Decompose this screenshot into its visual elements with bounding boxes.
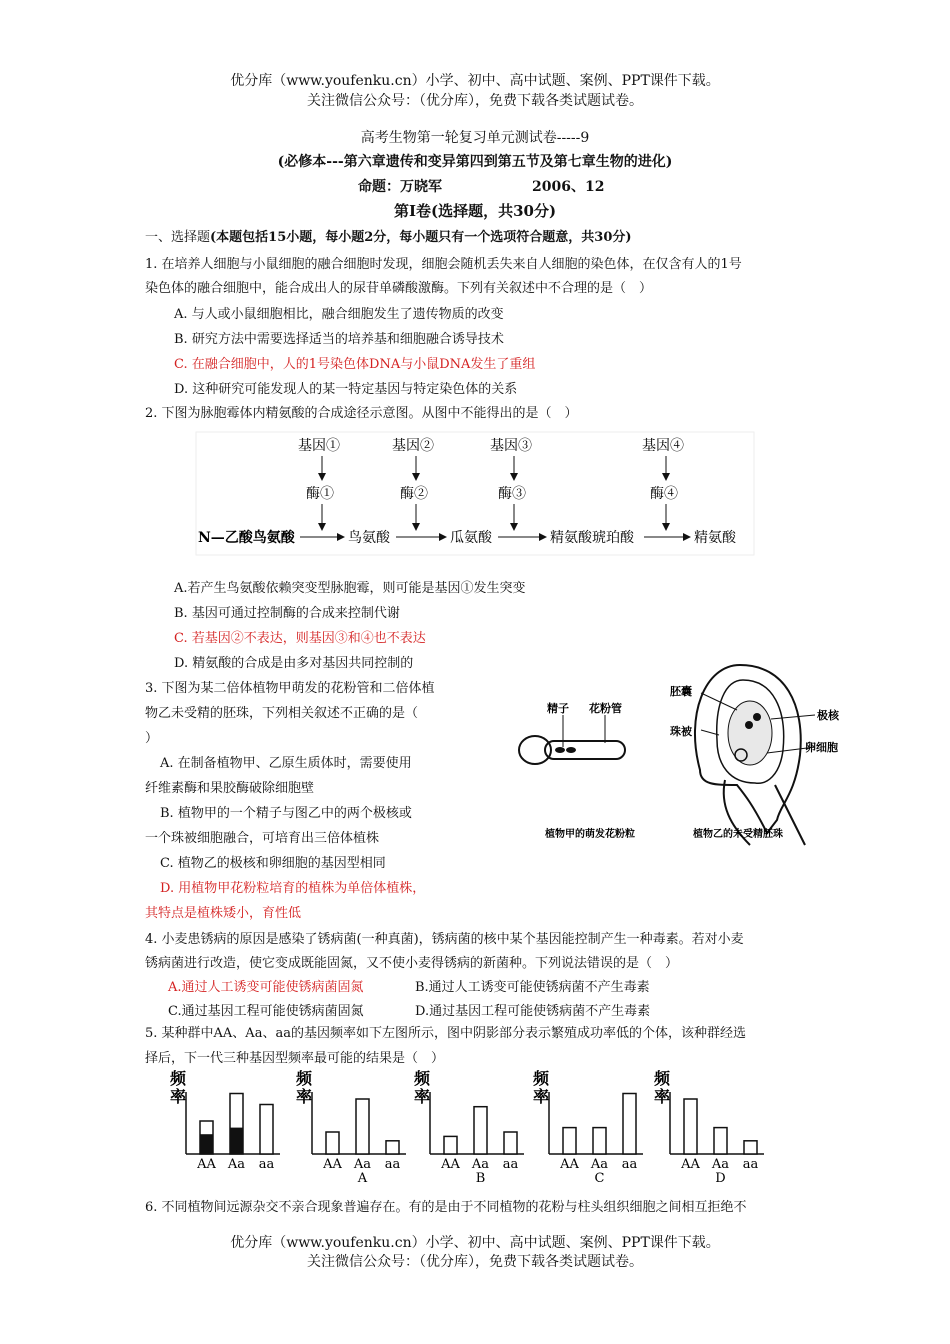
q3-stem-3: ） (145, 731, 159, 746)
chart-4-ylabel: 频 (654, 1069, 671, 1088)
chart-3-tick-Aa: Aa (590, 1157, 609, 1172)
chart-3-option-label: C (594, 1171, 605, 1186)
substance-arginine: 精氨酸 (694, 530, 736, 546)
polar-nuclei-label: 极核 (817, 709, 839, 722)
chart-4-option-label: D (715, 1171, 726, 1186)
chart-2-ylabel: 频 (414, 1069, 431, 1088)
q1-option-b: B. 研究方法中需要选择适当的培养基和细胞融合诱导技术 (174, 332, 504, 347)
chart-4-tick-AA: AA (681, 1157, 700, 1172)
q3-stem-2: 物乙未受精的胚珠，下列相关叙述不正确的是（ (145, 706, 419, 721)
substance-n-acetylornithine: N—乙酸鸟氨酸 (198, 530, 295, 546)
q3-option-c: C. 植物乙的极核和卵细胞的基因型相同 (160, 856, 386, 871)
header-line1: 优分库（www.youfenku.cn）小学、初中、高中试题、案例、PPT课件下载。 (230, 73, 720, 89)
enzyme-3-label: 酶③ (498, 486, 526, 502)
embryo-sac-label: 胚囊 (670, 685, 692, 698)
genotype-frequency-charts (168, 1069, 788, 1187)
q2-option-d: D. 精氨酸的合成是由多对基因共同控制的 (174, 656, 414, 671)
arginine-pathway-diagram (196, 432, 756, 557)
chart-2-option-label: B (475, 1171, 486, 1186)
chart-0-tick-Aa: Aa (227, 1157, 246, 1172)
chart-3-ylabel: 频 (533, 1069, 550, 1088)
q4-stem-2: 锈病菌进行改造，使它变成既能固氮，又不使小麦得锈病的新菌种。下列说法错误的是（ ） (145, 956, 679, 971)
chart-3-bar-aa (623, 1094, 636, 1155)
exam-subtitle: (必修本---第六章遗传和变异第四到第五节及第七章生物的进化) (277, 154, 673, 170)
enzyme-1-label: 酶① (306, 486, 334, 502)
q3-option-b-1: B. 植物甲的一个精子与图乙中的两个极核或 (160, 806, 412, 821)
chart-0-bar-aa (260, 1105, 273, 1155)
pollen-ovule-figure (505, 655, 839, 850)
gene-4-label: 基因④ (642, 438, 684, 454)
q4-stem-1: 4. 小麦患锈病的原因是感染了锈病菌(一种真菌)，锈病菌的核中某个基因能控制产生一种毒素。若对小麦 (145, 932, 744, 947)
chart-3-tick-AA: AA (560, 1157, 579, 1172)
chart-1-ylabel: 频 (296, 1069, 313, 1088)
header-line2: 关注微信公众号：（优分库），免费下载各类试题试卷。 (307, 93, 643, 109)
q3-option-a-1: A. 在制备植物甲、乙原生质体时，需要使用 (160, 756, 412, 771)
footer-line1: 优分库（www.youfenku.cn）小学、初中、高中试题、案例、PPT课件下载。 (230, 1235, 720, 1251)
q1-stem-2: 染色体的融合细胞中，能合成出人的尿苷单磷酸激酶。下列有关叙述中不合理的是（ ） (145, 281, 653, 296)
q4-option-d: D.通过基因工程可能使锈病菌不产生毒素 (415, 1004, 651, 1019)
enzyme-2-label: 酶② (400, 486, 428, 502)
q3-stem-1: 3. 下图为某二倍体植物甲萌发的花粉管和二倍体植 (145, 681, 435, 696)
q1-stem-1: 1. 在培养人细胞与小鼠细胞的融合细胞时发现，细胞会随机丢失来自人细胞的染色体，在仅含有人的1号 (145, 257, 742, 272)
gene-2-label: 基因② (392, 438, 434, 454)
chart-1-bar-aa (386, 1141, 399, 1154)
chart-1-option-label: A (357, 1171, 368, 1186)
gene-1-label: 基因① (298, 438, 340, 454)
gene-3-label: 基因③ (490, 438, 532, 454)
chart-4-tick-Aa: Aa (711, 1157, 730, 1172)
chart-2-bar-aa (504, 1132, 517, 1154)
exam-author: 命题：万晓军 (358, 179, 442, 195)
chart-3-ylabel: 率 (533, 1087, 550, 1106)
chart-2-tick-AA: AA (441, 1157, 460, 1172)
q4-option-a: A.通过人工诱变可能使锈病菌固氮 (168, 980, 364, 995)
exam-title: 高考生物第一轮复习单元测试卷-----9 (360, 130, 590, 146)
instruction-prefix: 一、选择题 (145, 230, 211, 245)
integument-label: 珠被 (670, 725, 692, 738)
chart-4-bar-AA (684, 1099, 697, 1154)
chart-2-ylabel: 率 (414, 1087, 431, 1106)
chart-1-bar-AA (326, 1132, 339, 1154)
instruction-text: (本题包括15小题，每小题2分，每小题只有一个选项符合题意，共30分) (210, 230, 632, 245)
chart-0-tick-AA: AA (197, 1157, 216, 1172)
chart-0-ylabel: 率 (170, 1087, 187, 1106)
sperm-label: 精子 (547, 702, 569, 715)
chart-3-bar-AA (563, 1128, 576, 1154)
fig-b-caption: 植物乙的未受精胚珠 (693, 829, 783, 840)
q2-stem: 2. 下图为脉胞霉体内精氨酸的合成途径示意图。从图中不能得出的是（ ） (145, 406, 578, 421)
q1-option-a: A. 与人或小鼠细胞相比，融合细胞发生了遗传物质的改变 (174, 307, 504, 322)
chart-4-bar-Aa (714, 1128, 727, 1154)
q3-option-a-2: 纤维素酶和果胶酶破除细胞壁 (145, 781, 315, 796)
fig-a-caption: 植物甲的萌发花粉粒 (545, 829, 635, 840)
q3-option-d-2: 其特点是植株矮小，育性低 (145, 906, 302, 921)
chart-2-bar-AA (444, 1136, 457, 1154)
pollen-tube-label: 花粉管 (589, 702, 622, 715)
q5-stem-2: 择后，下一代三种基因型频率最可能的结果是（ ） (145, 1051, 445, 1066)
section-title: 第Ⅰ卷(选择题，共30分) (393, 202, 557, 220)
instruction (145, 226, 632, 245)
egg-cell-label: 卵细胞 (805, 741, 838, 754)
chart-0-ylabel: 频 (170, 1069, 187, 1088)
chart-0-shaded-AA (200, 1134, 213, 1154)
substance-argininosuccinate: 精氨酸琥珀酸 (550, 530, 634, 546)
q2-option-c: C. 若基因②不表达，则基因③和④也不表达 (174, 631, 426, 646)
chart-2-tick-aa: aa (502, 1157, 519, 1172)
q2-option-a: A.若产生鸟氨酸依赖突变型脉胞霉，则可能是基因①发生突变 (174, 581, 526, 596)
chart-3-tick-aa: aa (621, 1157, 638, 1172)
chart-0-shaded-Aa (230, 1128, 243, 1154)
chart-2-tick-Aa: Aa (471, 1157, 490, 1172)
q6-stem-1: 6. 不同植物间远源杂交不亲合现象普遍存在。有的是由于不同植物的花粉与柱头组织细胞之间相互拒绝不 (145, 1200, 747, 1215)
exam-date: 2006、12 (532, 179, 605, 195)
chart-4-ylabel: 率 (654, 1087, 671, 1106)
q2-option-b: B. 基因可通过控制酶的合成来控制代谢 (174, 606, 400, 621)
q4-option-b: B.通过人工诱变可能使锈病菌不产生毒素 (415, 980, 650, 995)
chart-4-tick-aa: aa (742, 1157, 759, 1172)
chart-1-tick-Aa: Aa (353, 1157, 372, 1172)
enzyme-4-label: 酶④ (650, 486, 678, 502)
substance-ornithine: 鸟氨酸 (348, 530, 390, 546)
q3-option-d-1: D. 用植物甲花粉粒培育的植株为单倍体植株， (160, 881, 426, 896)
q3-option-b-2: 一个珠被细胞融合，可培育出三倍体植株 (145, 831, 380, 846)
chart-4-bar-aa (744, 1141, 757, 1154)
chart-1-tick-AA: AA (323, 1157, 342, 1172)
chart-3-bar-Aa (593, 1128, 606, 1154)
chart-2-bar-Aa (474, 1107, 487, 1154)
q5-stem-1: 5. 某种群中AA、Aa、aa的基因频率如下左图所示，图中阴影部分表示繁殖成功率低的个体，该种群经选 (145, 1026, 746, 1041)
q4-option-c: C.通过基因工程可能使锈病菌固氮 (168, 1004, 364, 1019)
chart-1-tick-aa: aa (384, 1157, 401, 1172)
substance-citrulline: 瓜氨酸 (450, 530, 492, 546)
footer-line2: 关注微信公众号：（优分库），免费下载各类试题试卷。 (307, 1254, 643, 1270)
chart-0-tick-aa: aa (258, 1157, 275, 1172)
q1-option-d: D. 这种研究可能发现人的某一特定基因与特定染色体的关系 (174, 382, 518, 397)
chart-1-ylabel: 率 (296, 1087, 313, 1106)
q1-option-c: C. 在融合细胞中，人的1号染色体DNA与小鼠DNA发生了重组 (174, 357, 536, 372)
chart-1-bar-Aa (356, 1099, 369, 1154)
